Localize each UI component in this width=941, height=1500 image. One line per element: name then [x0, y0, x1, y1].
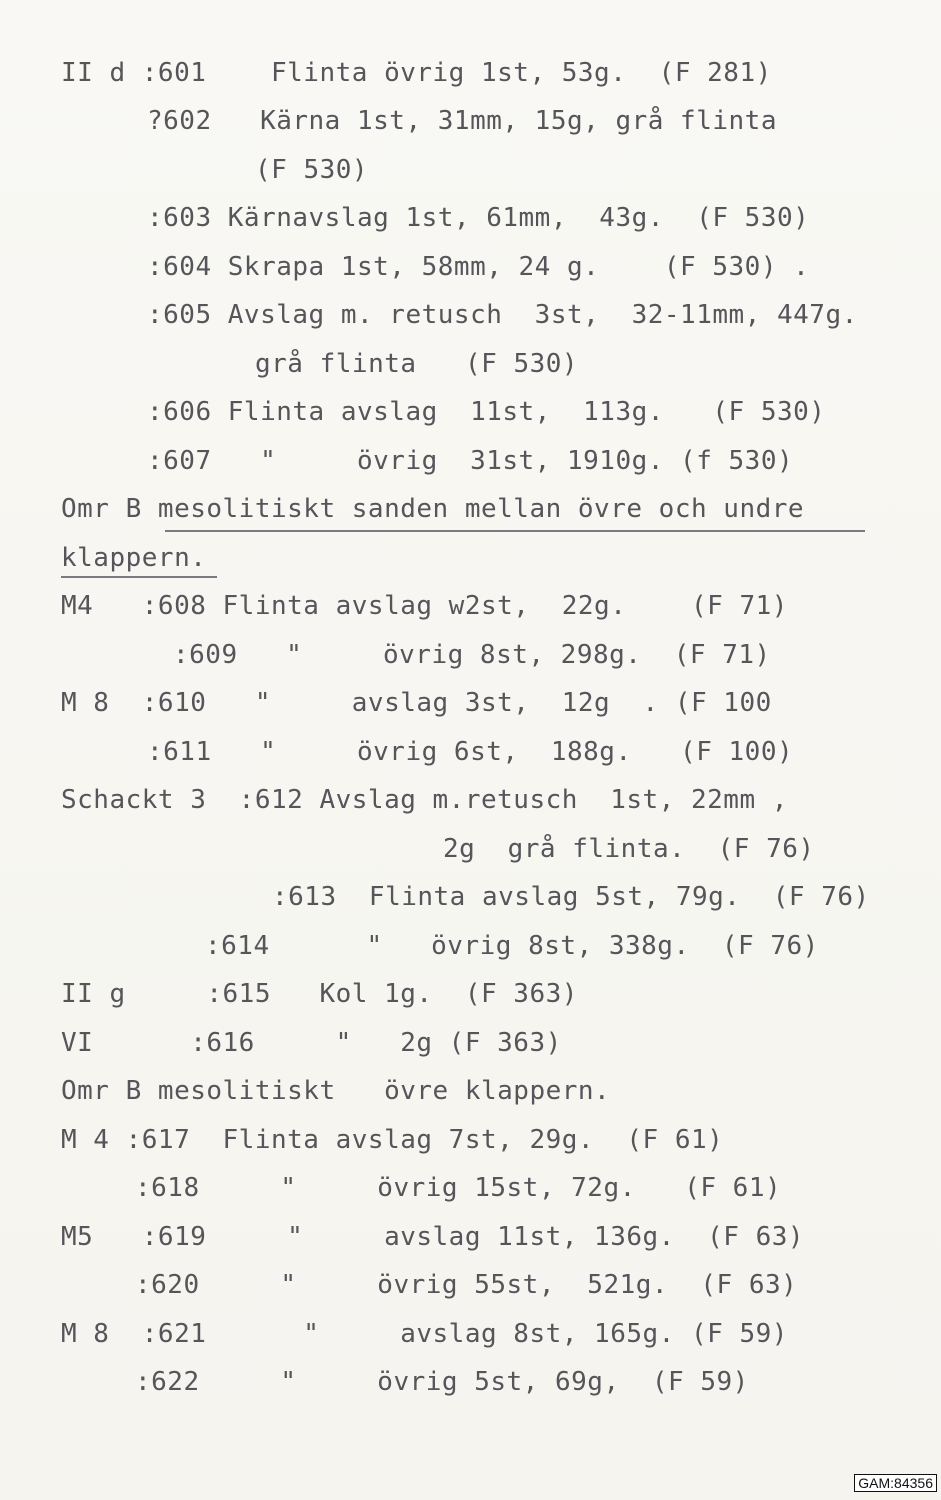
entry-603: :603 Kärnavslag 1st, 61mm, 43g. (F 530) — [147, 203, 810, 233]
entry-614: :614 " övrig 8st, 338g. (F 76) — [205, 931, 819, 961]
entry-608: M4 :608 Flinta avslag w2st, 22g. (F 71) — [61, 591, 788, 621]
section-heading-1: Omr B mesolitiskt sanden mellan övre och undre — [61, 494, 805, 524]
entry-616: VI :616 " 2g (F 363) — [61, 1028, 562, 1058]
section-heading-1-cont: klappern. — [61, 543, 207, 573]
entry-619: M5 :619 " avslag 11st, 136g. (F 63) — [61, 1222, 805, 1252]
entry-622: :622 " övrig 5st, 69g, (F 59) — [135, 1367, 749, 1397]
entry-618: :618 " övrig 15st, 72g. (F 61) — [135, 1173, 782, 1203]
entry-620: :620 " övrig 55st, 521g. (F 63) — [135, 1270, 798, 1300]
entry-601: II d :601 Flinta övrig 1st, 53g. (F 281) — [61, 58, 772, 88]
section-heading-2: Omr B mesolitiskt övre klappern. — [61, 1076, 611, 1106]
archive-id-stamp: GAM:84356 — [854, 1474, 937, 1492]
section-underline-1 — [165, 530, 865, 532]
entry-607: :607 " övrig 31st, 1910g. (f 530) — [147, 446, 794, 476]
entry-605: :605 Avslag m. retusch 3st, 32-11mm, 447g. — [147, 300, 858, 330]
entry-609: :609 " övrig 8st, 298g. (F 71) — [173, 640, 771, 670]
entry-605-cont: grå flinta (F 530) — [255, 349, 579, 379]
entry-617: M 4 :617 Flinta avslag 7st, 29g. (F 61) — [61, 1125, 724, 1155]
entry-602-cont: (F 530) — [255, 155, 369, 185]
entry-606: :606 Flinta avslag 11st, 113g. (F 530) — [147, 397, 826, 427]
entry-615: II g :615 Kol 1g. (F 363) — [61, 979, 578, 1009]
entry-611: :611 " övrig 6st, 188g. (F 100) — [147, 737, 794, 767]
entry-621: M 8 :621 " avslag 8st, 165g. (F 59) — [61, 1319, 788, 1349]
entry-610: M 8 :610 " avslag 3st, 12g . (F 100 — [61, 688, 772, 718]
entry-612-cont: 2g grå flinta. (F 76) — [443, 834, 815, 864]
entry-612: Schackt 3 :612 Avslag m.retusch 1st, 22mm , — [61, 785, 788, 815]
section-underline-2 — [61, 576, 217, 578]
entry-602: ?602 Kärna 1st, 31mm, 15g, grå flinta — [147, 106, 777, 136]
entry-613: :613 Flinta avslag 5st, 79g. (F 76) — [272, 882, 870, 912]
entry-604: :604 Skrapa 1st, 58mm, 24 g. (F 530) . — [147, 252, 810, 282]
